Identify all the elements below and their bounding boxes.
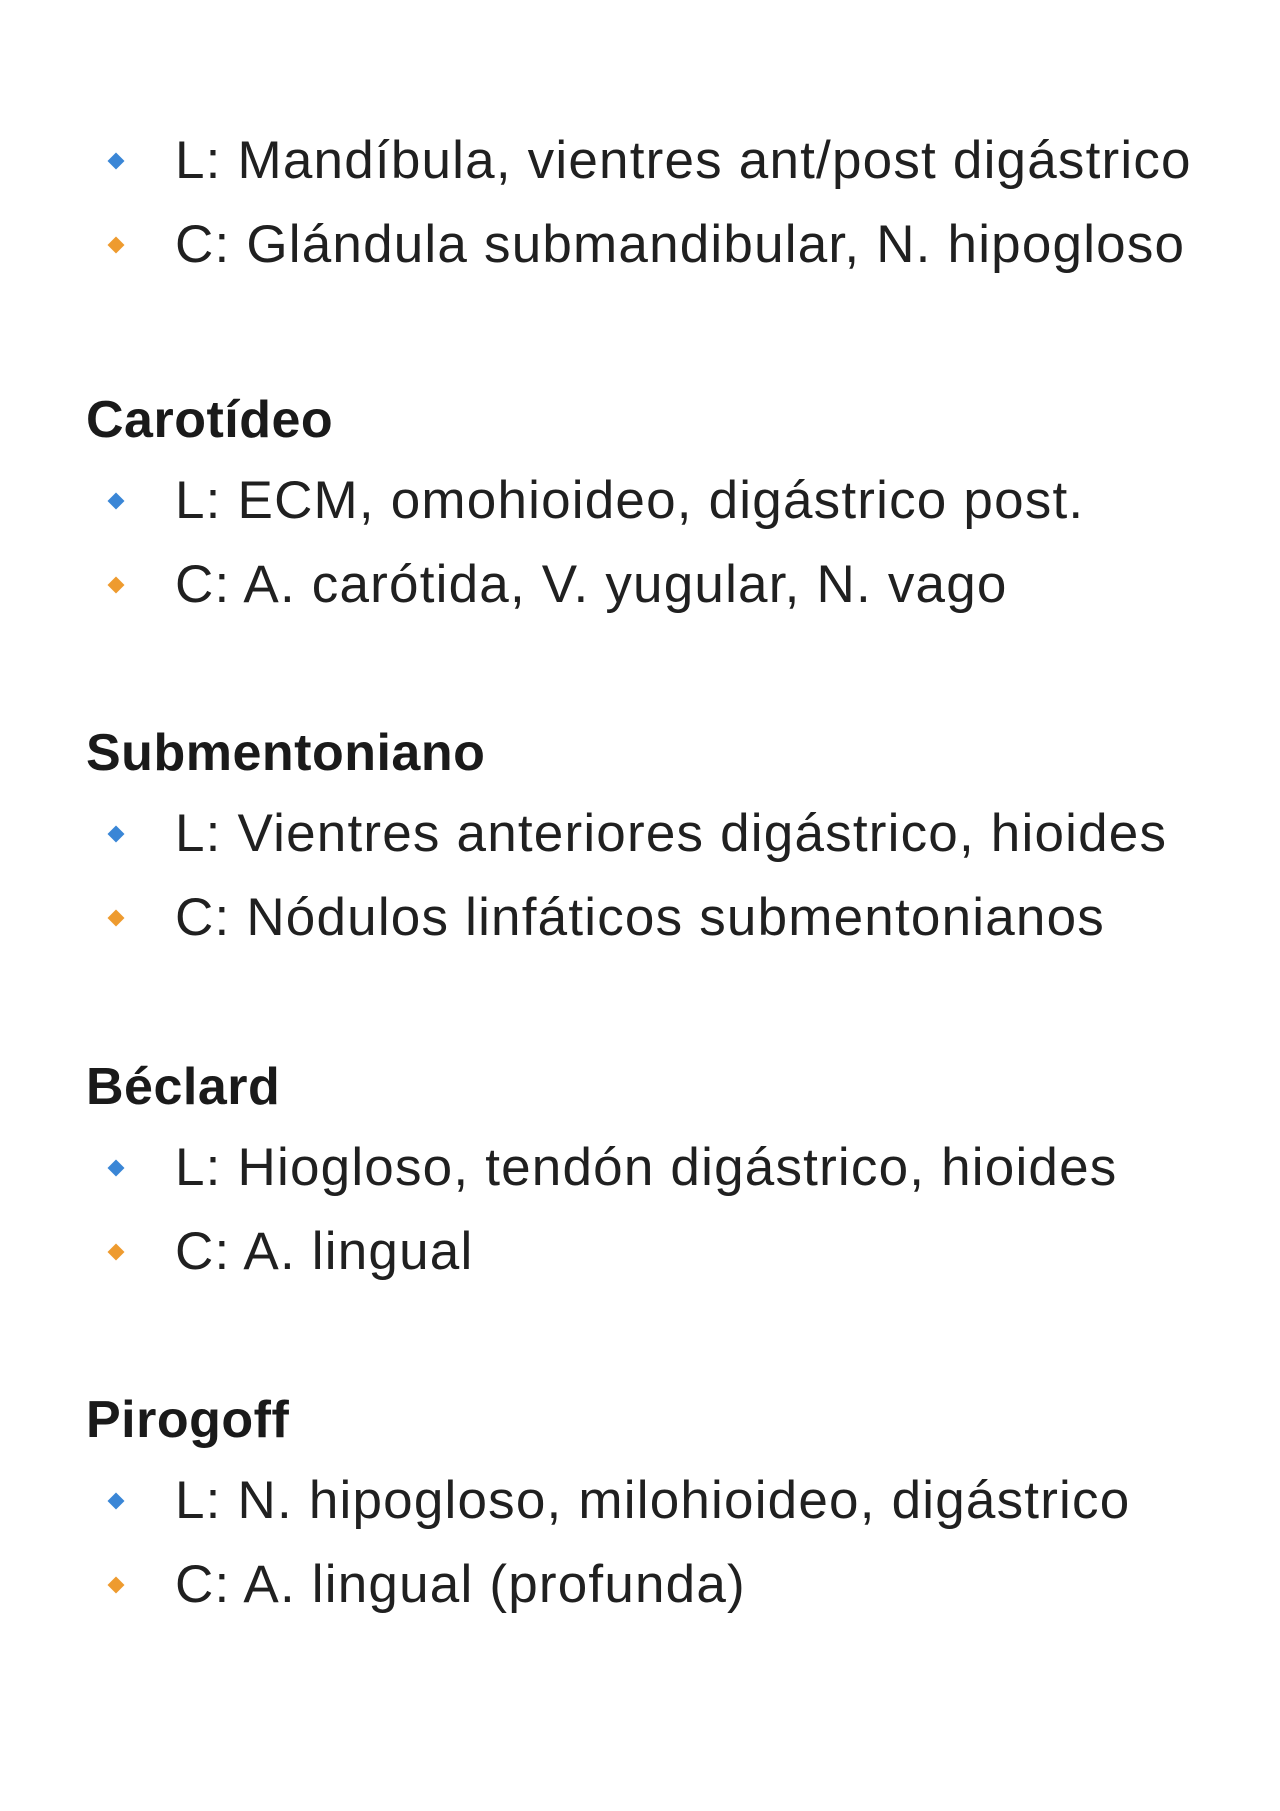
section-carotideo (86, 390, 1266, 616)
item-text: C: A. carótida, V. yugular, N. vago (175, 555, 1008, 614)
section-title: Carotídeo (86, 391, 334, 449)
item-text: L: N. hipogloso, milohioideo, digástrico (175, 1471, 1131, 1530)
orange-diamond-icon (108, 1577, 125, 1594)
orange-diamond-icon (108, 1244, 125, 1261)
orange-diamond-icon (108, 577, 125, 594)
item-text: C: A. lingual (profunda) (175, 1555, 746, 1614)
item-list (108, 1470, 1266, 1616)
top-item-list (108, 130, 1268, 276)
section-title: Pirogoff (86, 1391, 290, 1449)
item-text: C: A. lingual (175, 1222, 474, 1281)
item-list (108, 470, 1266, 616)
item-text: L: Mandíbula, vientres ant/post digástrico (175, 131, 1192, 190)
item-text: L: Hiogloso, tendón digástrico, hioides (175, 1138, 1118, 1197)
item-text: L: Vientres anteriores digástrico, hioides (175, 804, 1168, 863)
item-list (108, 1137, 1266, 1283)
section-beclard (86, 1057, 1266, 1283)
item-text: L: ECM, omohioideo, digástrico post. (175, 471, 1085, 530)
list-item (108, 470, 1266, 532)
list-item (108, 554, 1266, 616)
blue-diamond-icon (108, 1160, 125, 1177)
list-item (108, 1470, 1266, 1532)
orange-diamond-icon (108, 237, 125, 254)
item-text: C: Nódulos linfáticos submentonianos (175, 888, 1105, 947)
section-title: Béclard (86, 1058, 281, 1116)
list-item (108, 1137, 1266, 1199)
blue-diamond-icon (108, 493, 125, 510)
list-item (108, 887, 1266, 949)
item-list (108, 803, 1266, 949)
blue-diamond-icon (108, 1493, 125, 1510)
section-pirogoff (86, 1390, 1266, 1616)
item-text: C: Glándula submandibular, N. hipogloso (175, 215, 1186, 274)
list-item (108, 1554, 1266, 1616)
list-item (108, 214, 1268, 276)
blue-diamond-icon (108, 826, 125, 843)
section-submentoniano (86, 723, 1266, 949)
list-item (108, 1221, 1266, 1283)
list-item (108, 803, 1266, 865)
orange-diamond-icon (108, 910, 125, 927)
section-title: Submentoniano (86, 724, 486, 782)
blue-diamond-icon (108, 153, 125, 170)
list-item (108, 130, 1268, 192)
